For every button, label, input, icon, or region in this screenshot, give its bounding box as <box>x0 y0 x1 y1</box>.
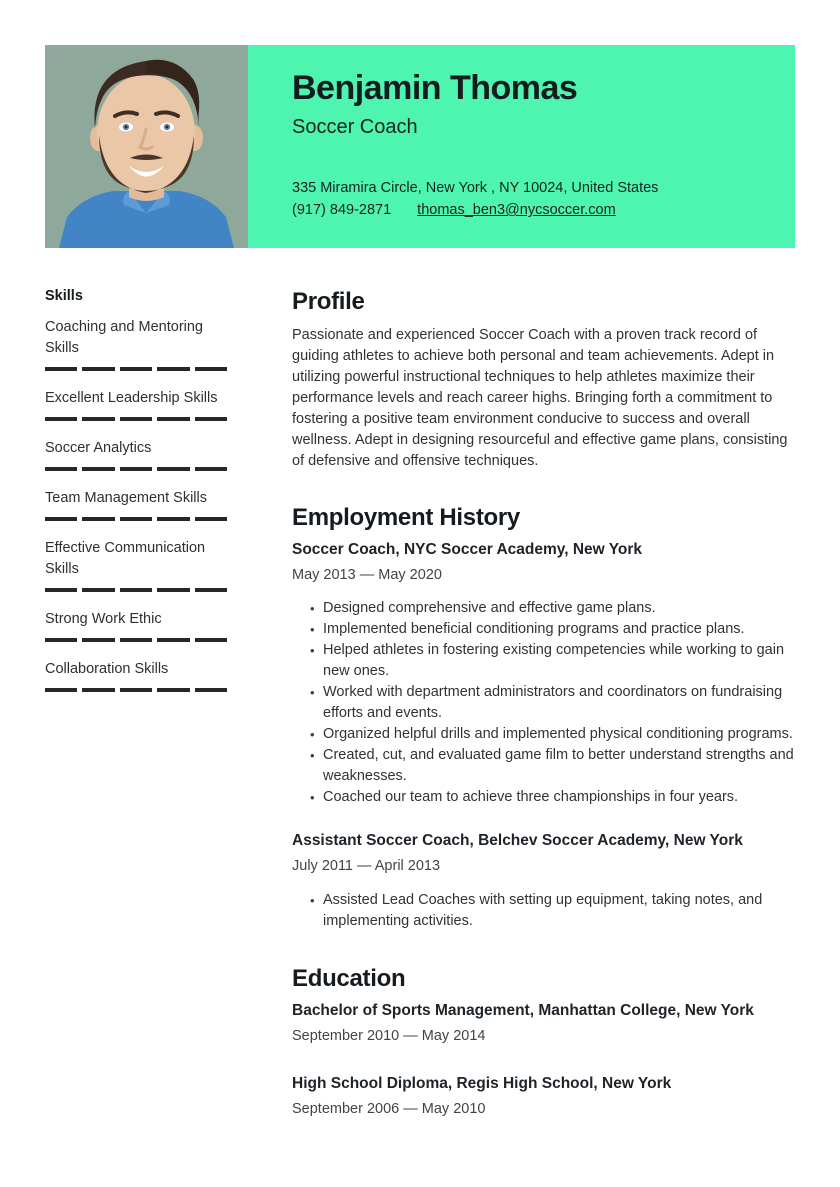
skill-level-segment <box>120 467 152 471</box>
employment-heading: Employment History <box>292 503 520 531</box>
skill-item <box>45 317 227 371</box>
skill-label: Strong Work Ethic <box>45 611 162 627</box>
skill-level-segment <box>157 638 189 642</box>
education-section <box>292 965 795 1119</box>
candidate-name: Benjamin Thomas <box>292 69 578 107</box>
skill-level-segment <box>120 588 152 592</box>
skill-level-segment <box>195 688 227 692</box>
skill-label: Effective Communication Skills <box>45 540 206 577</box>
skill-item <box>45 609 227 642</box>
profile-photo <box>45 45 248 248</box>
skill-level-segment <box>195 517 227 521</box>
skill-label: Soccer Analytics <box>45 440 152 456</box>
skill-label: Excellent Leadership Skills <box>45 390 218 406</box>
skill-level-segment <box>82 588 114 592</box>
skill-label: Coaching and Mentoring Skills <box>45 319 203 356</box>
skill-level-segment <box>195 417 227 421</box>
skill-level-segment <box>82 638 114 642</box>
skill-level-bar <box>45 688 227 692</box>
header-banner <box>248 45 795 248</box>
skill-level-bar <box>45 517 227 521</box>
job-bullet: • Worked with department administrators and coordinators on fundraising efforts and events. <box>310 682 795 724</box>
job-bullets <box>292 890 795 932</box>
employment-section <box>292 504 795 932</box>
skill-item <box>45 538 227 592</box>
education-list <box>292 1001 795 1118</box>
skill-level-segment <box>120 638 152 642</box>
skill-level-segment <box>120 367 152 371</box>
job-bullet: • Implemented beneficial conditioning programs and practice plans. <box>310 619 795 640</box>
job-bullet: • Organized helpful drills and implemented physical conditioning programs. <box>310 724 795 745</box>
sidebar <box>45 288 227 1119</box>
profile-heading: Profile <box>292 288 365 315</box>
skill-label: Collaboration Skills <box>45 661 169 677</box>
skill-level-segment <box>120 417 152 421</box>
job-bullet: • Assisted Lead Coaches with setting up equipment, taking notes, and implementing activities. <box>310 890 795 932</box>
skill-level-segment <box>195 588 227 592</box>
job-dates: May 2013 — May 2020 <box>292 566 442 583</box>
skill-level-segment <box>82 367 114 371</box>
portrait-image <box>45 45 248 248</box>
skills-heading: Skills <box>45 288 83 304</box>
skill-level-segment <box>120 517 152 521</box>
jobs-list <box>292 540 795 931</box>
main-column <box>292 288 795 1119</box>
contact-email-link[interactable]: thomas_ben3@nycsoccer.com <box>417 202 616 219</box>
skill-level-segment <box>45 688 77 692</box>
education-title: Bachelor of Sports Management, Manhattan College, New York <box>292 1002 754 1020</box>
profile-section <box>292 288 795 472</box>
header <box>45 45 795 248</box>
skill-label: Team Management Skills <box>45 490 207 506</box>
job-bullet: • Created, cut, and evaluated game film to better understand strengths and weaknesses. <box>310 745 795 787</box>
skill-level-segment <box>157 467 189 471</box>
education-title: High School Diploma, Regis High School, New York <box>292 1075 672 1093</box>
job-bullet: • Coached our team to achieve three championships in four years. <box>310 787 795 808</box>
job-entry <box>292 831 795 931</box>
profile-text: Passionate and experienced Soccer Coach with a proven track record of guiding athletes to achieve both personal and team achievements. Adept in utilizing powerful instructional techniques to help athletes maximize their performance levels and reach career highs. Bringing forth a commitment to fostering a positive team environment conducive to success and overall wellness. Adept in designing resourceful and effective game plans, consisting of defensive and offensive techniques. <box>292 326 788 469</box>
job-title: Soccer Coach, NYC Soccer Academy, New York <box>292 541 643 559</box>
skill-level-segment <box>195 467 227 471</box>
skill-level-segment <box>45 367 77 371</box>
contact-block <box>292 177 775 221</box>
skills-list <box>45 317 227 692</box>
skill-level-bar <box>45 467 227 471</box>
content-columns <box>45 288 795 1119</box>
contact-address: 335 Miramira Circle, New York , NY 10024, United States <box>292 180 659 197</box>
skill-level-segment <box>82 688 114 692</box>
skill-level-segment <box>45 588 77 592</box>
job-bullet: • Designed comprehensive and effective game plans. <box>310 598 795 619</box>
candidate-title: Soccer Coach <box>292 116 418 139</box>
skill-level-segment <box>45 638 77 642</box>
skill-level-segment <box>157 517 189 521</box>
skill-level-segment <box>157 688 189 692</box>
contact-phone: (917) 849-2871 <box>292 202 392 219</box>
skill-level-segment <box>157 367 189 371</box>
skill-level-segment <box>195 367 227 371</box>
skill-level-segment <box>45 517 77 521</box>
education-dates: September 2010 — May 2014 <box>292 1027 486 1044</box>
education-entry <box>292 1001 795 1045</box>
education-heading: Education <box>292 964 406 992</box>
skill-level-segment <box>82 467 114 471</box>
skill-level-segment <box>82 517 114 521</box>
job-bullet: • Helped athletes in fostering existing competencies while working to gain new ones. <box>310 640 795 682</box>
education-entry <box>292 1074 795 1118</box>
job-title: Assistant Soccer Coach, Belchev Soccer Academy, New York <box>292 832 743 850</box>
skill-item <box>45 438 227 471</box>
skill-level-segment <box>157 588 189 592</box>
skill-level-segment <box>45 467 77 471</box>
skill-level-bar <box>45 367 227 371</box>
job-bullets <box>292 598 795 808</box>
job-entry <box>292 540 795 808</box>
skill-item <box>45 659 227 692</box>
skill-level-bar <box>45 417 227 421</box>
education-dates: September 2006 — May 2010 <box>292 1100 486 1117</box>
skill-item <box>45 488 227 521</box>
skill-level-segment <box>82 417 114 421</box>
skill-level-bar <box>45 588 227 592</box>
skill-level-segment <box>45 417 77 421</box>
skill-level-segment <box>195 638 227 642</box>
job-dates: July 2011 — April 2013 <box>292 857 441 874</box>
skill-level-segment <box>157 417 189 421</box>
skill-level-segment <box>120 688 152 692</box>
skill-level-bar <box>45 638 227 642</box>
skill-item <box>45 388 227 421</box>
